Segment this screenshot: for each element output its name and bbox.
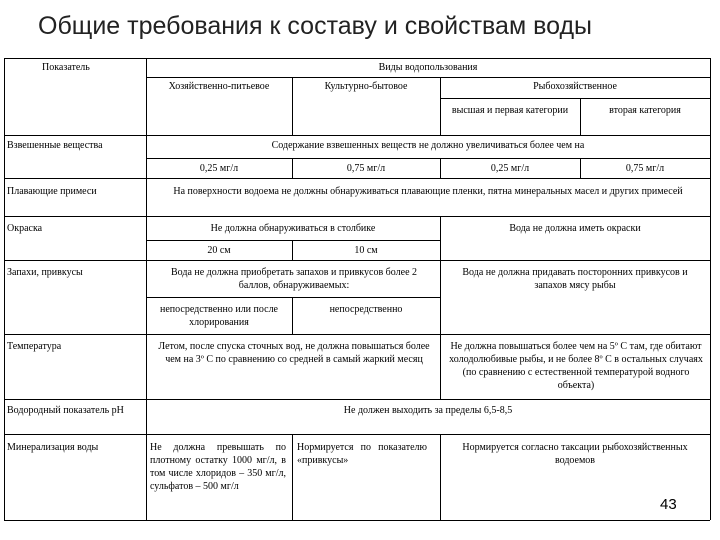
floating-text: На поверхности водоема не должны обнаруживаться плавающие пленки, пятна минеральных масел и других примесей: [173, 186, 683, 197]
suspended-value: 0,75 мг/л: [346, 163, 386, 174]
mineral-drinking-text: Не должна превышать по плотному остатку 1000 мг/л, в том числе хлоридов – 350 мг/л, сульфатов – 500 мг/л: [150, 442, 286, 492]
page-title: Общие требования к составу и свойствам воды: [38, 12, 593, 40]
odor-right-text: Вода не должна придавать посторонних привкусов и запахов мясу рыбы: [462, 267, 688, 291]
header-indicator: Показатель: [42, 62, 90, 73]
page-number: 43: [660, 496, 677, 513]
color-value: 20 см: [207, 245, 231, 256]
row-label-odor: Запахи, привкусы: [7, 267, 83, 278]
header-water-uses: Виды водопользования: [378, 62, 478, 73]
row-label-color: Окраска: [7, 223, 43, 234]
odor-sub-1: непосредственно или после хлорирования: [160, 304, 278, 328]
color-left-text: Не должна обнаруживаться в столбике: [210, 223, 376, 234]
temperature-right-text: Не должна повышаться более чем на 5º С там, где обитают холодолюбивые рыбы, и не более 8º С в остальных случаях (по сравнению с естественной температурой водного объекта): [449, 341, 703, 391]
header-cultural: Культурно-бытовое: [324, 81, 408, 92]
suspended-value: 0,25 мг/л: [199, 163, 239, 174]
row-label-temperature: Температура: [7, 341, 62, 352]
mineral-fishery-text: Нормируется согласно таксации рыбохозяйственных водоемов: [462, 442, 688, 466]
row-label-mineral: Минерализация воды: [7, 442, 99, 453]
suspended-value: 0,25 мг/л: [490, 163, 530, 174]
header-fishery-category-2: вторая категория: [609, 105, 681, 116]
ph-text: Не должен выходить за пределы 6,5-8,5: [343, 405, 513, 416]
suspended-value: 0,75 мг/л: [625, 163, 665, 174]
mineral-cultural-text: Нормируется по показателю «привкусы»: [297, 442, 427, 466]
header-drinking: Хозяйственно-питьевое: [168, 81, 270, 92]
temperature-left-text: Летом, после спуска сточных вод, не должна повышаться более чем на 3º С по сравнению со средней в самый жаркий месяц: [158, 341, 430, 365]
row-label-ph: Водородный показатель рН: [7, 405, 124, 416]
odor-sub-2: непосредственно: [329, 304, 403, 315]
odor-left-text: Вода не должна приобретать запахов и привкусов более 2 баллов, обнаруживаемых:: [170, 267, 418, 291]
header-fishery: Рыбохозяйственное: [533, 81, 617, 92]
header-fishery-category-1: высшая и первая категории: [451, 105, 569, 116]
color-right-text: Вода не должна иметь окраски: [509, 223, 641, 234]
color-value: 10 см: [354, 245, 378, 256]
row-label-suspended: Взвешенные вещества: [7, 140, 103, 151]
suspended-text: Содержание взвешенных веществ не должно увеличиваться более чем на: [271, 140, 585, 151]
row-label-floating: Плавающие примеси: [7, 186, 97, 197]
